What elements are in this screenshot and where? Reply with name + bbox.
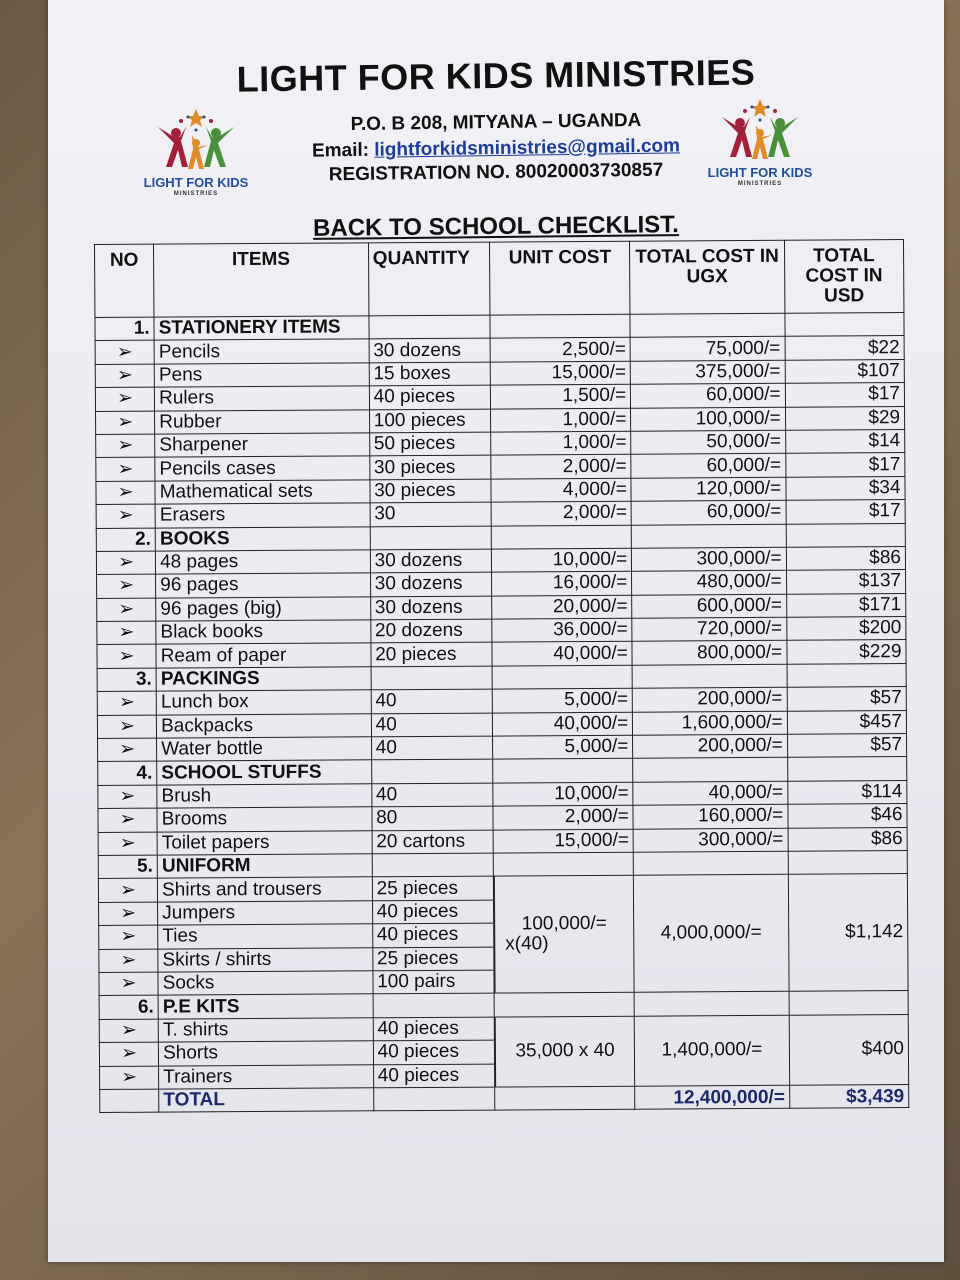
item-quantity: 30 dozens — [369, 338, 491, 362]
item-unit-cost: 1,000/= — [491, 408, 631, 432]
empty-cell — [788, 851, 907, 875]
item-name: Jumpers — [158, 901, 373, 926]
item-total-usd: $46 — [788, 804, 907, 828]
empty-cell — [493, 759, 633, 783]
item-total-ugx: 1,600,000/= — [633, 711, 788, 735]
empty-cell — [370, 526, 492, 550]
section-name: STATIONERY ITEMS — [154, 316, 369, 341]
bullet-arrow-icon: ➢ — [98, 832, 157, 856]
item-unit-cost: 15,000/= — [491, 361, 631, 385]
item-quantity: 40 pieces — [373, 1017, 495, 1041]
item-quantity: 40 — [371, 783, 493, 807]
group-total-usd: $1,142 — [788, 874, 908, 992]
item-total-usd: $171 — [786, 593, 905, 617]
item-unit-cost: 16,000/= — [492, 572, 632, 596]
item-quantity: 30 pieces — [370, 479, 492, 503]
item-unit-cost: 15,000/= — [494, 829, 634, 853]
section-name: UNIFORM — [157, 854, 372, 879]
item-total-ugx: 60,000/= — [631, 383, 786, 407]
item-name: Toilet papers — [157, 830, 372, 855]
empty-cell — [371, 759, 493, 783]
logo-subtext: MINISTRIES — [737, 181, 783, 187]
item-unit-cost: 20,000/= — [492, 595, 632, 619]
item-total-usd: $29 — [785, 406, 904, 430]
empty-cell — [372, 853, 494, 877]
item-total-ugx: 60,000/= — [631, 500, 786, 524]
empty-cell — [630, 313, 785, 337]
empty-cell — [785, 313, 904, 337]
item-total-ugx: 300,000/= — [632, 547, 787, 571]
bullet-arrow-icon: ➢ — [96, 457, 155, 481]
group-unit-cost — [494, 876, 635, 994]
bullet-arrow-icon: ➢ — [96, 504, 155, 528]
bullet-arrow-icon: ➢ — [96, 481, 155, 505]
item-unit-cost: 10,000/= — [493, 782, 633, 806]
checklist-table — [94, 239, 909, 1113]
section-name: P.E KITS — [158, 994, 373, 1019]
empty-cell — [494, 852, 634, 876]
item-quantity: 80 — [372, 806, 494, 830]
section-name: PACKINGS — [156, 667, 371, 692]
item-unit-cost: 1,500/= — [491, 384, 631, 408]
item-total-ugx: 600,000/= — [632, 594, 787, 618]
item-total-usd: $200 — [786, 617, 905, 641]
bullet-arrow-icon: ➢ — [99, 902, 158, 926]
table-header-row — [95, 240, 904, 318]
item-name: Shorts — [159, 1041, 374, 1066]
registration-number: REGISTRATION NO. 80020003730857 — [328, 159, 664, 186]
item-quantity: 40 pieces — [372, 923, 494, 947]
header-quantity: QUANTITY — [368, 242, 490, 316]
item-name: 96 pages — [156, 573, 371, 598]
item-quantity: 40 pieces — [372, 900, 494, 924]
total-label: TOTAL — [159, 1088, 374, 1113]
item-total-ugx: 200,000/= — [633, 688, 788, 712]
header-total-ugx: TOTAL COST IN UGX — [630, 240, 785, 314]
empty-cell — [490, 314, 630, 338]
item-unit-cost: 40,000/= — [492, 642, 632, 666]
bullet-arrow-icon: ➢ — [98, 738, 157, 762]
item-name: Black books — [156, 620, 371, 645]
item-quantity: 15 boxes — [369, 362, 491, 386]
bullet-arrow-icon: ➢ — [98, 785, 157, 809]
table-row — [99, 1014, 908, 1042]
item-name: Lunch box — [156, 690, 371, 715]
section-number: 5. — [98, 855, 157, 879]
grand-total-ugx: 12,400,000/= — [635, 1085, 790, 1109]
empty-cell — [371, 666, 493, 690]
empty-cell — [789, 991, 908, 1015]
section-number: 6. — [99, 995, 158, 1019]
postal-address: P.O. B 208, MITYANA – UGANDA — [350, 109, 642, 136]
item-total-usd: $14 — [785, 430, 904, 454]
section-number: 3. — [97, 668, 156, 692]
item-quantity: 40 pieces — [373, 1064, 495, 1088]
item-total-ugx: 40,000/= — [633, 781, 788, 805]
group-unit-cost-line1: 100,000/= — [521, 913, 607, 935]
group-total-ugx: 1,400,000/= — [635, 1015, 790, 1086]
item-total-ugx: 60,000/= — [631, 454, 786, 478]
section-number: 2. — [96, 528, 155, 552]
item-name: Pens — [154, 363, 369, 388]
item-total-ugx: 160,000/= — [633, 804, 788, 828]
item-total-ugx: 50,000/= — [631, 430, 786, 454]
item-quantity: 40 pieces — [373, 1040, 495, 1064]
grand-total-usd: $3,439 — [789, 1084, 908, 1108]
bullet-arrow-icon: ➢ — [97, 621, 156, 645]
item-unit-cost: 10,000/= — [492, 548, 632, 572]
item-total-usd: $34 — [786, 476, 905, 500]
bullet-arrow-icon: ➢ — [96, 434, 155, 458]
item-quantity: 40 — [371, 689, 493, 713]
item-quantity: 25 pieces — [372, 876, 494, 900]
bullet-arrow-icon: ➢ — [97, 574, 156, 598]
item-unit-cost: 1,000/= — [491, 431, 631, 455]
group-total-usd: $400 — [789, 1014, 909, 1085]
empty-cell — [100, 1089, 159, 1113]
logo-text: LIGHT FOR KIDS — [143, 175, 249, 190]
item-name: Rubber — [155, 409, 370, 434]
empty-cell — [786, 523, 905, 547]
item-name: Pencils — [154, 339, 369, 364]
group-unit-cost-line2: x(40) — [505, 933, 549, 955]
logo-subtext: MINISTRIES — [173, 191, 219, 197]
item-total-usd: $114 — [787, 780, 906, 804]
item-name: Trainers — [159, 1064, 374, 1089]
item-quantity: 25 pieces — [372, 947, 494, 971]
item-quantity: 20 dozens — [370, 619, 492, 643]
bullet-arrow-icon: ➢ — [99, 925, 158, 949]
bullet-arrow-icon: ➢ — [95, 387, 154, 411]
item-total-usd: $86 — [786, 546, 905, 570]
item-unit-cost: 2,500/= — [491, 338, 631, 362]
item-name: Socks — [158, 971, 373, 996]
logo-text: LIGHT FOR KIDS — [707, 165, 813, 180]
item-total-ugx: 375,000/= — [631, 360, 786, 384]
empty-cell — [492, 525, 632, 549]
bullet-arrow-icon: ➢ — [99, 1019, 158, 1043]
item-name: Mathematical sets — [155, 480, 370, 505]
bullet-arrow-icon: ➢ — [98, 878, 157, 902]
bullet-arrow-icon: ➢ — [99, 1042, 158, 1066]
table-row — [98, 874, 907, 902]
item-name: Water bottle — [157, 737, 372, 762]
bullet-arrow-icon: ➢ — [97, 645, 156, 669]
empty-cell — [634, 851, 789, 875]
bullet-arrow-icon: ➢ — [97, 715, 156, 739]
bullet-arrow-icon: ➢ — [98, 808, 157, 832]
item-total-ugx: 800,000/= — [632, 641, 787, 665]
empty-cell — [495, 1086, 635, 1110]
item-quantity: 30 pieces — [369, 455, 491, 479]
bullet-arrow-icon: ➢ — [100, 1066, 159, 1090]
checklist-title: BACK TO SCHOOL CHECKLIST. — [312, 211, 680, 242]
item-unit-cost: 2,000/= — [493, 805, 633, 829]
item-unit-cost: 2,000/= — [491, 455, 631, 479]
section-name: SCHOOL STUFFS — [157, 760, 372, 785]
item-quantity: 100 pairs — [373, 970, 495, 994]
item-quantity: 30 dozens — [370, 572, 492, 596]
item-total-usd: $17 — [786, 500, 905, 524]
empty-cell — [373, 993, 495, 1017]
item-total-ugx: 100,000/= — [631, 407, 786, 431]
empty-cell — [634, 992, 789, 1016]
email-label: Email: — [311, 139, 375, 162]
table-body — [95, 313, 909, 1113]
item-name: Skirts / shirts — [158, 947, 373, 972]
item-name: Backpacks — [157, 713, 372, 738]
header-items: ITEMS — [154, 243, 369, 317]
item-total-usd: $107 — [785, 359, 904, 383]
bullet-arrow-icon: ➢ — [96, 411, 155, 435]
bullet-arrow-icon: ➢ — [95, 364, 154, 388]
document-page — [48, 0, 944, 1262]
section-number: 1. — [95, 317, 154, 341]
item-total-usd: $17 — [785, 453, 904, 477]
bullet-arrow-icon: ➢ — [97, 691, 156, 715]
item-total-usd: $57 — [787, 687, 906, 711]
item-name: Ties — [158, 924, 373, 949]
total-row — [100, 1084, 909, 1112]
item-total-ugx: 75,000/= — [630, 337, 785, 361]
item-quantity: 100 pieces — [369, 409, 491, 433]
item-quantity: 40 pieces — [369, 385, 491, 409]
item-quantity: 30 — [370, 502, 492, 526]
empty-cell — [369, 315, 491, 339]
bullet-arrow-icon: ➢ — [99, 972, 158, 996]
organization-title: LIGHT FOR KIDS MINISTRIES — [236, 51, 756, 100]
item-total-ugx: 720,000/= — [632, 617, 787, 641]
item-total-ugx: 120,000/= — [631, 477, 786, 501]
email-link[interactable]: lightforkidsministries@gmail.com — [374, 135, 681, 161]
item-name: Rulers — [155, 386, 370, 411]
empty-cell — [493, 665, 633, 689]
item-unit-cost: 2,000/= — [492, 501, 632, 525]
item-total-ugx: 300,000/= — [633, 828, 788, 852]
bullet-arrow-icon: ➢ — [96, 551, 155, 575]
item-total-usd: $229 — [787, 640, 906, 664]
item-unit-cost: 5,000/= — [493, 735, 633, 759]
empty-cell — [787, 757, 906, 781]
item-quantity: 40 — [371, 736, 493, 760]
item-name: 96 pages (big) — [156, 597, 371, 622]
item-name: Erasers — [155, 503, 370, 528]
empty-cell — [495, 993, 635, 1017]
empty-cell — [632, 524, 787, 548]
item-unit-cost: 40,000/= — [493, 712, 633, 736]
group-unit-cost: 35,000 x 40 — [495, 1016, 635, 1087]
header-no: NO — [95, 244, 155, 317]
item-quantity: 20 cartons — [372, 830, 494, 854]
bullet-arrow-icon: ➢ — [97, 598, 156, 622]
bullet-arrow-icon: ➢ — [95, 341, 154, 365]
section-number: 4. — [98, 762, 157, 786]
item-total-usd: $86 — [788, 827, 907, 851]
item-name: Brooms — [157, 807, 372, 832]
item-total-usd: $22 — [785, 336, 904, 360]
item-quantity: 20 pieces — [371, 643, 493, 667]
item-total-usd: $137 — [786, 570, 905, 594]
empty-cell — [633, 758, 788, 782]
item-quantity: 40 — [371, 713, 493, 737]
item-total-ugx: 200,000/= — [633, 734, 788, 758]
header-unit-cost: UNIT COST — [490, 241, 630, 315]
bullet-arrow-icon: ➢ — [99, 949, 158, 973]
empty-cell — [787, 663, 906, 687]
item-quantity: 50 pieces — [369, 432, 491, 456]
item-total-usd: $17 — [785, 383, 904, 407]
item-unit-cost: 4,000/= — [491, 478, 631, 502]
item-name: Ream of paper — [156, 643, 371, 668]
item-total-ugx: 480,000/= — [632, 571, 787, 595]
item-name: 48 pages — [156, 550, 371, 575]
item-quantity: 30 dozens — [370, 549, 492, 573]
item-name: T. shirts — [158, 1018, 373, 1043]
item-quantity: 30 dozens — [370, 596, 492, 620]
item-unit-cost: 5,000/= — [493, 688, 633, 712]
item-name: Pencils cases — [155, 456, 370, 481]
section-name: BOOKS — [155, 526, 370, 551]
item-name: Brush — [157, 784, 372, 809]
item-unit-cost: 36,000/= — [492, 618, 632, 642]
item-total-usd: $457 — [787, 710, 906, 734]
item-total-usd: $57 — [787, 734, 906, 758]
item-name: Sharpener — [155, 433, 370, 458]
empty-cell — [373, 1087, 495, 1111]
item-name: Shirts and trousers — [158, 877, 373, 902]
group-total-ugx: 4,000,000/= — [634, 875, 789, 993]
empty-cell — [632, 664, 787, 688]
header-total-usd: TOTAL COST IN USD — [784, 240, 904, 314]
